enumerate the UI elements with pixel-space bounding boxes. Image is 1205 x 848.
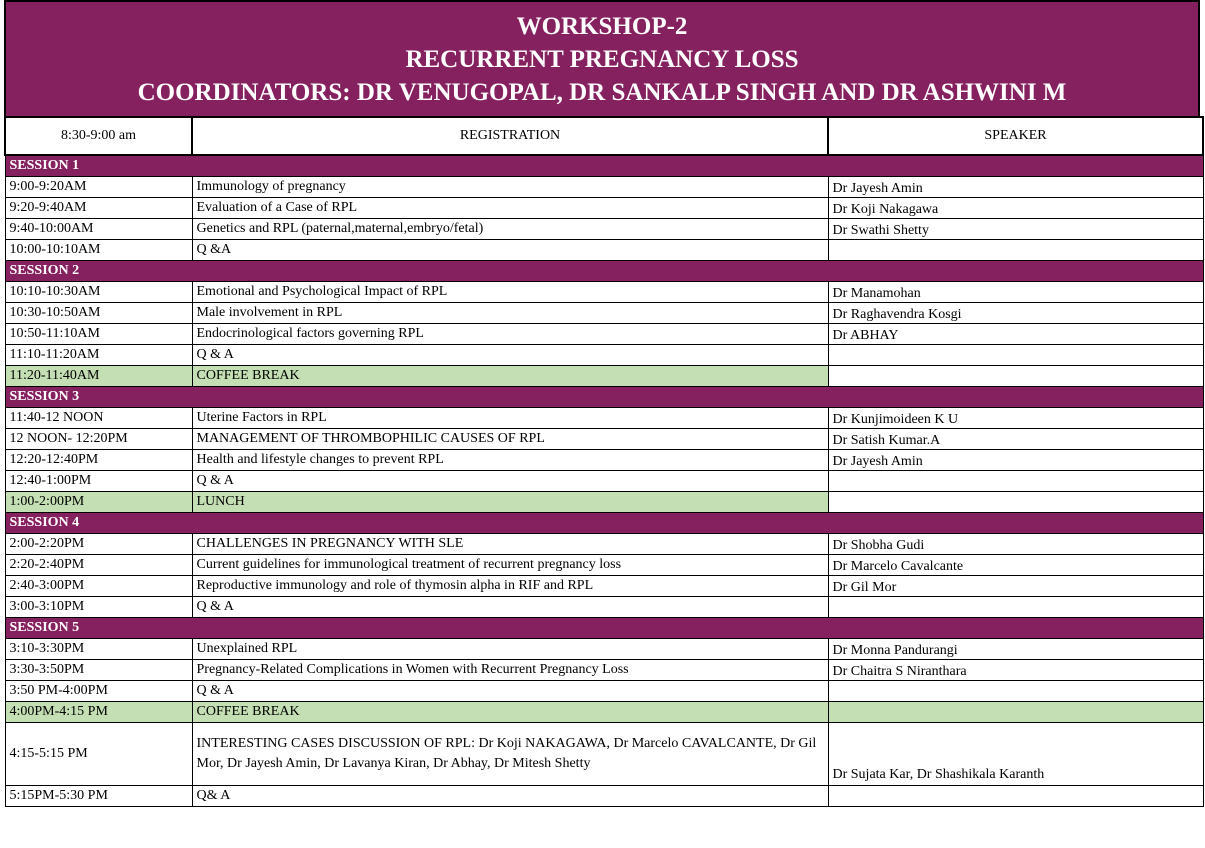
speaker-cell: Dr Koji Nakagawa (828, 198, 1203, 219)
time-cell: 12:20-12:40PM (5, 450, 192, 471)
speaker-cell (828, 366, 1203, 387)
time-cell: 9:40-10:00AM (5, 219, 192, 240)
topic-cell: Q &A (192, 240, 828, 261)
table-row (5, 681, 1203, 702)
time-cell: 4:00PM-4:15 PM (5, 702, 192, 723)
coordinators-line: COORDINATORS: DR VENUGOPAL, DR SANKALP SINGH AND DR ASHWINI M (137, 79, 1067, 106)
topic-cell: Immunology of pregnancy (192, 177, 828, 198)
topic-cell: Emotional and Psychological Impact of RPL (192, 282, 828, 303)
time-cell: 4:15-5:15 PM (5, 723, 192, 786)
header-topic: REGISTRATION (192, 117, 828, 155)
topic-cell: Evaluation of a Case of RPL (192, 198, 828, 219)
speaker-cell: Dr Monna Pandurangi (828, 639, 1203, 660)
time-cell: 10:50-11:10AM (5, 324, 192, 345)
topic-cell: Health and lifestyle changes to prevent RPL (192, 450, 828, 471)
workshop-banner (4, 0, 1200, 116)
table-header-row (5, 117, 1203, 155)
speaker-cell: Dr Raghavendra Kosgi (828, 303, 1203, 324)
table-row (5, 282, 1203, 303)
header-speaker: SPEAKER (828, 117, 1203, 155)
time-cell: 9:20-9:40AM (5, 198, 192, 219)
speaker-cell: Dr Chaitra S Niranthara (828, 660, 1203, 681)
speaker-cell: Dr Manamohan (828, 282, 1203, 303)
topic-cell: MANAGEMENT OF THROMBOPHILIC CAUSES OF RPL (192, 429, 828, 450)
session-label: SESSION 3 (5, 387, 1203, 408)
session-label: SESSION 2 (5, 261, 1203, 282)
speaker-cell: Dr Gil Mor (828, 576, 1203, 597)
topic-cell: Q & A (192, 681, 828, 702)
table-row (5, 723, 1203, 786)
table-row (5, 660, 1203, 681)
speaker-cell: Dr Sujata Kar, Dr Shashikala Karanth (828, 723, 1203, 786)
table-row (5, 429, 1203, 450)
topic-cell: Pregnancy-Related Complications in Women with Recurrent Pregnancy Loss (192, 660, 828, 681)
speaker-cell: Dr Kunjimoideen K U (828, 408, 1203, 429)
topic-cell: Q & A (192, 345, 828, 366)
table-row (5, 450, 1203, 471)
table-row (5, 786, 1203, 807)
time-cell: 11:40-12 NOON (5, 408, 192, 429)
topic-cell: Uterine Factors in RPL (192, 408, 828, 429)
session-label: SESSION 4 (5, 513, 1203, 534)
topic-cell: Genetics and RPL (paternal,maternal,embryo/fetal) (192, 219, 828, 240)
session-row (5, 513, 1203, 534)
session-row (5, 155, 1203, 177)
table-row (5, 177, 1203, 198)
time-cell: 12 NOON- 12:20PM (5, 429, 192, 450)
table-row (5, 597, 1203, 618)
table-row (5, 345, 1203, 366)
time-cell: 10:10-10:30AM (5, 282, 192, 303)
table-row (5, 534, 1203, 555)
topic-cell: Current guidelines for immunological treatment of recurrent pregnancy loss (192, 555, 828, 576)
topic-cell: Endocrinological factors governing RPL (192, 324, 828, 345)
speaker-cell: Dr Shobha Gudi (828, 534, 1203, 555)
time-cell: 2:00-2:20PM (5, 534, 192, 555)
topic-cell: COFFEE BREAK (192, 702, 828, 723)
time-cell: 5:15PM-5:30 PM (5, 786, 192, 807)
header-time: 8:30-9:00 am (5, 117, 192, 155)
schedule-sheet (4, 0, 1200, 807)
table-row (5, 324, 1203, 345)
time-cell: 10:30-10:50AM (5, 303, 192, 324)
time-cell: 10:00-10:10AM (5, 240, 192, 261)
session-row (5, 618, 1203, 639)
table-row (5, 576, 1203, 597)
speaker-cell: Dr Satish Kumar.A (828, 429, 1203, 450)
speaker-cell (828, 597, 1203, 618)
topic-cell: Q& A (192, 786, 828, 807)
speaker-cell (828, 492, 1203, 513)
topic-cell: Q & A (192, 471, 828, 492)
table-row (5, 240, 1203, 261)
table-row (5, 408, 1203, 429)
session-row (5, 387, 1203, 408)
table-row (5, 471, 1203, 492)
time-cell: 2:40-3:00PM (5, 576, 192, 597)
topic-cell: Male involvement in RPL (192, 303, 828, 324)
time-cell: 11:10-11:20AM (5, 345, 192, 366)
time-cell: 3:50 PM-4:00PM (5, 681, 192, 702)
table-row (5, 639, 1203, 660)
session-label: SESSION 1 (5, 155, 1203, 177)
speaker-cell: Dr ABHAY (828, 324, 1203, 345)
time-cell: 9:00-9:20AM (5, 177, 192, 198)
break-row (5, 492, 1203, 513)
time-cell: 12:40-1:00PM (5, 471, 192, 492)
speaker-cell: Dr Jayesh Amin (828, 177, 1203, 198)
speaker-cell: Dr Marcelo Cavalcante (828, 555, 1203, 576)
speaker-cell (828, 786, 1203, 807)
speaker-cell (828, 345, 1203, 366)
topic-cell: COFFEE BREAK (192, 366, 828, 387)
time-cell: 3:30-3:50PM (5, 660, 192, 681)
table-row (5, 198, 1203, 219)
workshop-title: WORKSHOP-2 (516, 13, 688, 40)
time-cell: 1:00-2:00PM (5, 492, 192, 513)
table-row (5, 555, 1203, 576)
topic-cell: LUNCH (192, 492, 828, 513)
topic-cell: Reproductive immunology and role of thymosin alpha in RIF and RPL (192, 576, 828, 597)
speaker-cell (828, 471, 1203, 492)
break-row (5, 702, 1203, 723)
workshop-subtitle: RECURRENT PREGNANCY LOSS (405, 46, 799, 73)
schedule-table (4, 116, 1204, 807)
break-row (5, 366, 1203, 387)
topic-cell: Unexplained RPL (192, 639, 828, 660)
topic-cell: INTERESTING CASES DISCUSSION OF RPL: Dr Koji NAKAGAWA, Dr Marcelo CAVALCANTE, Dr Gil Mor, Dr Jayesh Amin, Dr Lavanya Kiran, Dr Abhay, Dr Mitesh Shetty (192, 723, 828, 786)
speaker-cell (828, 681, 1203, 702)
speaker-cell (828, 240, 1203, 261)
topic-cell: Q & A (192, 597, 828, 618)
topic-cell: CHALLENGES IN PREGNANCY WITH SLE (192, 534, 828, 555)
time-cell: 3:00-3:10PM (5, 597, 192, 618)
time-cell: 3:10-3:30PM (5, 639, 192, 660)
session-label: SESSION 5 (5, 618, 1203, 639)
table-row (5, 219, 1203, 240)
time-cell: 11:20-11:40AM (5, 366, 192, 387)
table-row (5, 303, 1203, 324)
session-row (5, 261, 1203, 282)
speaker-cell: Dr Swathi Shetty (828, 219, 1203, 240)
time-cell: 2:20-2:40PM (5, 555, 192, 576)
speaker-cell: Dr Jayesh Amin (828, 450, 1203, 471)
speaker-cell (828, 702, 1203, 723)
